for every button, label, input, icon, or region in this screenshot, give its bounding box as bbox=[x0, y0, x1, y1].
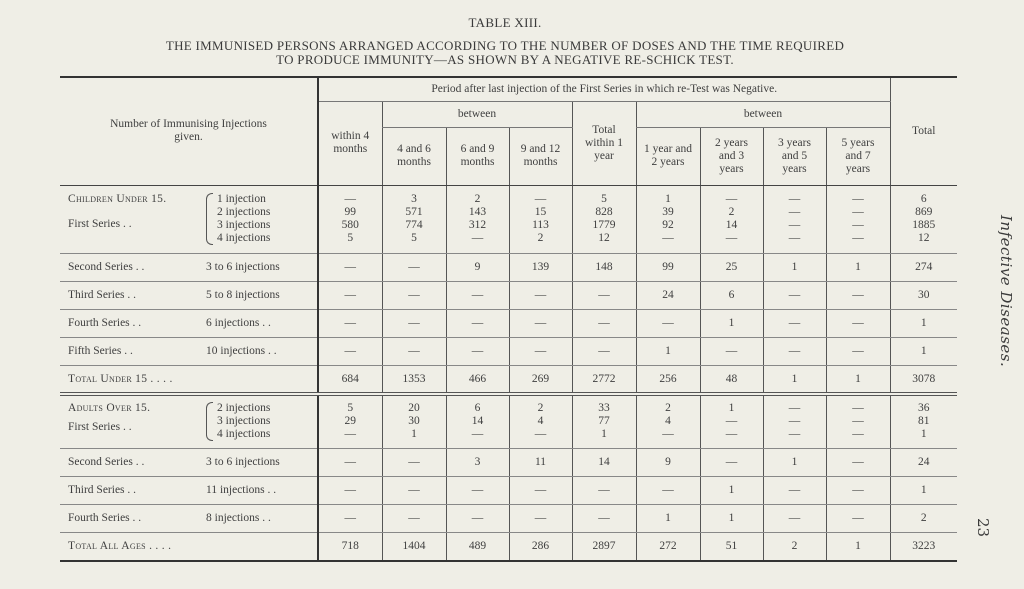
table-cell: — bbox=[763, 476, 826, 504]
series-name: Third Series . . bbox=[68, 484, 137, 496]
table-cell: — bbox=[725, 193, 738, 205]
table-cell: 1885 bbox=[912, 219, 936, 231]
table-cell: 256 bbox=[636, 365, 700, 394]
table-cell: 5 bbox=[347, 402, 354, 415]
table-cell: — bbox=[572, 476, 636, 504]
adults-total-row bbox=[60, 532, 957, 561]
table-cell: 2 bbox=[474, 193, 481, 205]
table-cell: — bbox=[636, 476, 700, 504]
children-first-series-injections: 4 injections bbox=[217, 232, 271, 244]
children-first-series-injections: 2 injections bbox=[217, 206, 271, 218]
col-9-12-months: 9 and 12 months bbox=[509, 127, 572, 185]
table-title: TABLE XIII. bbox=[468, 15, 542, 30]
table-cell: — bbox=[852, 193, 864, 205]
children-first-series-label bbox=[60, 185, 318, 253]
series-name: Second Series . . bbox=[68, 456, 145, 468]
series-injections: 11 injections . . bbox=[206, 484, 277, 496]
table-cell: — bbox=[382, 476, 446, 504]
table-cell: 274 bbox=[890, 253, 957, 281]
within-4-months-header: within 4 months bbox=[318, 101, 382, 185]
table-cell: — bbox=[509, 281, 572, 309]
table-cell: — bbox=[852, 402, 864, 415]
adults-first-series-col bbox=[636, 394, 700, 448]
table-cell: — bbox=[572, 504, 636, 532]
table-cell: 3223 bbox=[890, 532, 957, 561]
table-cell: 6 bbox=[920, 193, 927, 205]
table-cell: — bbox=[763, 504, 826, 532]
table-cell: 2 bbox=[665, 402, 671, 415]
table-cell: 30 bbox=[890, 281, 957, 309]
table-cell: — bbox=[509, 309, 572, 337]
table-cell: — bbox=[763, 309, 826, 337]
table-cell: — bbox=[852, 428, 864, 441]
table-cell: 1 bbox=[763, 365, 826, 394]
table-cell: — bbox=[788, 428, 801, 441]
table-cell: — bbox=[725, 428, 738, 441]
adults-first-series-col bbox=[572, 394, 636, 448]
children-series-label bbox=[60, 281, 318, 309]
table-cell: — bbox=[852, 415, 864, 428]
children-first-series-col bbox=[636, 185, 700, 253]
table-cell: — bbox=[788, 219, 801, 231]
series-name: Fourth Series . . bbox=[68, 512, 142, 524]
table-cell: — bbox=[446, 337, 509, 365]
adults-first-series-col bbox=[700, 394, 763, 448]
adults-first-series-injections: 4 injections bbox=[217, 428, 271, 441]
table-cell: 718 bbox=[318, 532, 382, 561]
table-cell: 1 bbox=[700, 476, 763, 504]
table-cell: 869 bbox=[915, 206, 933, 218]
table-row bbox=[60, 448, 957, 476]
table-cell: 489 bbox=[446, 532, 509, 561]
adults-total-label: Total All Ages . . . . bbox=[60, 532, 318, 561]
table-cell: — bbox=[318, 337, 382, 365]
adults-first-series-name: First Series . . bbox=[68, 421, 132, 434]
table-cell: — bbox=[509, 476, 572, 504]
table-cell: 39 bbox=[662, 206, 674, 218]
side-running-head: Infective Diseases. bbox=[997, 215, 1015, 368]
children-group-label: Children Under 15. bbox=[68, 193, 167, 205]
table-cell: — bbox=[700, 337, 763, 365]
col-4-6-months: 4 and 6 months bbox=[382, 127, 446, 185]
table-cell: — bbox=[725, 232, 738, 244]
table-cell: 9 bbox=[446, 253, 509, 281]
table-cell: — bbox=[662, 428, 674, 441]
series-injections: 3 to 6 injections bbox=[206, 456, 280, 468]
children-first-series-col bbox=[700, 185, 763, 253]
col-6-9-months: 6 and 9 months bbox=[446, 127, 509, 185]
table-cell: — bbox=[318, 476, 382, 504]
children-total-row bbox=[60, 365, 957, 394]
table-cell: 2 bbox=[537, 402, 544, 415]
table-row bbox=[60, 253, 957, 281]
table-cell: — bbox=[382, 504, 446, 532]
brace bbox=[206, 193, 213, 245]
table-cell: 11 bbox=[509, 448, 572, 476]
adults-first-series-col bbox=[382, 394, 446, 448]
table-cell: 36 bbox=[918, 402, 930, 415]
table-cell: 4 bbox=[665, 415, 671, 428]
table-cell: 113 bbox=[532, 219, 549, 231]
adults-series-label bbox=[60, 476, 318, 504]
table-cell: 148 bbox=[572, 253, 636, 281]
table-cell: 3 bbox=[411, 193, 417, 205]
table-cell: 139 bbox=[509, 253, 572, 281]
table-cell: — bbox=[446, 504, 509, 532]
table-cell: — bbox=[318, 281, 382, 309]
table-cell: — bbox=[318, 504, 382, 532]
adults-series-label bbox=[60, 504, 318, 532]
table-cell: — bbox=[382, 309, 446, 337]
table-cell: 3 bbox=[446, 448, 509, 476]
children-first-series-col bbox=[509, 185, 572, 253]
table-cell: 3078 bbox=[890, 365, 957, 394]
col-3-5-years: 3 years and 5 years bbox=[763, 127, 826, 185]
table-cell: — bbox=[852, 206, 864, 218]
children-first-series-col bbox=[382, 185, 446, 253]
table-cell: 774 bbox=[405, 219, 423, 231]
page-number: 23 bbox=[974, 518, 992, 538]
table-cell: 99 bbox=[636, 253, 700, 281]
table-cell: 24 bbox=[636, 281, 700, 309]
table-cell: 466 bbox=[446, 365, 509, 394]
table-cell: — bbox=[446, 281, 509, 309]
table-cell: 1 bbox=[728, 402, 735, 415]
table-cell: 2 bbox=[890, 504, 957, 532]
series-name: Second Series . . bbox=[68, 261, 145, 273]
table-cell: 2 bbox=[728, 206, 735, 218]
table-cell: — bbox=[788, 206, 801, 218]
table-cell: 92 bbox=[662, 219, 674, 231]
table-cell: 2 bbox=[537, 232, 544, 244]
between-header-a: between bbox=[382, 101, 572, 127]
total-header: Total bbox=[890, 77, 957, 185]
table-cell: 4 bbox=[537, 415, 544, 428]
between-header-b: between bbox=[636, 101, 890, 127]
col-1-2-years: 1 year and 2 years bbox=[636, 127, 700, 185]
adults-first-series-col bbox=[826, 394, 890, 448]
table-cell: 1 bbox=[890, 309, 957, 337]
table-cell: 9 bbox=[636, 448, 700, 476]
series-injections: 5 to 8 injections bbox=[206, 289, 280, 301]
adults-first-series-col bbox=[890, 394, 957, 448]
table-cell: 1 bbox=[826, 365, 890, 394]
immunisation-table bbox=[60, 76, 957, 562]
table-cell: 1 bbox=[890, 337, 957, 365]
children-series-label bbox=[60, 337, 318, 365]
table-cell: — bbox=[826, 504, 890, 532]
series-injections: 3 to 6 injections bbox=[206, 261, 280, 273]
table-cell: 81 bbox=[918, 415, 930, 428]
row-label-header: Number of Immunising Injections given. bbox=[60, 77, 318, 185]
children-first-series-col bbox=[890, 185, 957, 253]
children-first-series-injections: 3 injections bbox=[217, 219, 271, 231]
table-row bbox=[60, 337, 957, 365]
table-cell: 2897 bbox=[572, 532, 636, 561]
table-row bbox=[60, 281, 957, 309]
table-cell: 29 bbox=[344, 415, 356, 428]
table-cell: — bbox=[509, 337, 572, 365]
table-cell: 1 bbox=[826, 532, 890, 561]
table-cell: 14 bbox=[725, 219, 738, 231]
adults-series-label bbox=[60, 448, 318, 476]
table-row bbox=[60, 476, 957, 504]
table-cell: — bbox=[788, 415, 801, 428]
table-cell: 12 bbox=[598, 232, 610, 244]
children-first-series-name: First Series . . bbox=[68, 218, 132, 230]
table-cell: 571 bbox=[405, 206, 423, 218]
table-cell: — bbox=[788, 193, 801, 205]
table-cell: 828 bbox=[595, 206, 613, 218]
adults-first-series-col bbox=[318, 394, 382, 448]
table-cell: 1 bbox=[700, 504, 763, 532]
children-first-series-col bbox=[763, 185, 826, 253]
table-cell: — bbox=[572, 281, 636, 309]
table-cell: — bbox=[788, 232, 801, 244]
table-cell: 14 bbox=[572, 448, 636, 476]
table-cell: — bbox=[446, 309, 509, 337]
table-cell: 20 bbox=[408, 402, 420, 415]
table-cell: 33 bbox=[598, 402, 610, 415]
table-cell: 1353 bbox=[382, 365, 446, 394]
series-injections: 6 injections . . bbox=[206, 317, 271, 329]
table-cell: — bbox=[826, 448, 890, 476]
adults-first-series-col bbox=[446, 394, 509, 448]
series-name: Fifth Series . . bbox=[68, 345, 133, 357]
children-first-series-col bbox=[446, 185, 509, 253]
table-subtitle-line2: TO PRODUCE IMMUNITY—AS SHOWN BY A NEGATIVE RE-SCHICK TEST. bbox=[276, 52, 734, 67]
table-cell: 1 bbox=[763, 253, 826, 281]
table-cell: 312 bbox=[468, 219, 487, 231]
table-cell: — bbox=[852, 232, 864, 244]
table-subtitle-line1: THE IMMUNISED PERSONS ARRANGED ACCORDING TO THE NUMBER OF DOSES AND THE TIME REQUIRED bbox=[165, 38, 845, 53]
table-cell: 580 bbox=[341, 219, 359, 231]
adults-first-series-label bbox=[60, 394, 318, 448]
table-cell: 1 bbox=[763, 448, 826, 476]
table-cell: 2 bbox=[763, 532, 826, 561]
table-cell: 5 bbox=[601, 193, 607, 205]
adults-first-series-row bbox=[60, 394, 957, 448]
table-cell: — bbox=[344, 428, 356, 441]
table-cell: — bbox=[700, 448, 763, 476]
table-cell: 6 bbox=[474, 402, 481, 415]
table-cell: 6 bbox=[700, 281, 763, 309]
table-cell: 51 bbox=[700, 532, 763, 561]
table-cell: — bbox=[318, 448, 382, 476]
table-cell: — bbox=[763, 337, 826, 365]
table-cell: 272 bbox=[636, 532, 700, 561]
table-cell: — bbox=[636, 309, 700, 337]
table-cell: 1 bbox=[636, 337, 700, 365]
table-cell: — bbox=[382, 448, 446, 476]
col-5-7-years: 5 years and 7 years bbox=[826, 127, 890, 185]
table-cell: 286 bbox=[509, 532, 572, 561]
table-row bbox=[60, 309, 957, 337]
table-cell: 1 bbox=[601, 428, 607, 441]
children-total-label: Total Under 15 . . . . bbox=[60, 365, 318, 394]
table-cell: — bbox=[382, 253, 446, 281]
series-injections: 10 injections . . bbox=[206, 345, 277, 357]
children-first-series-col bbox=[318, 185, 382, 253]
table-cell: — bbox=[471, 428, 484, 441]
table-cell: 15 bbox=[534, 206, 547, 218]
table-cell: 1 bbox=[665, 193, 671, 205]
table-cell: 1 bbox=[411, 428, 417, 441]
table-cell: 1 bbox=[826, 253, 890, 281]
table-cell: — bbox=[826, 476, 890, 504]
table-cell: — bbox=[763, 281, 826, 309]
children-first-series-row bbox=[60, 185, 957, 253]
table-cell: — bbox=[382, 337, 446, 365]
table-cell: 1 bbox=[920, 428, 927, 441]
table-cell: 2772 bbox=[572, 365, 636, 394]
table-cell: 77 bbox=[598, 415, 610, 428]
children-first-series-injections: 1 injection bbox=[217, 193, 266, 205]
period-header: Period after last injection of the First Series in which re-Test was Negative. bbox=[318, 77, 890, 101]
table-cell: — bbox=[446, 476, 509, 504]
adults-group-label: Adults Over 15. bbox=[68, 402, 151, 415]
table-cell: 24 bbox=[890, 448, 957, 476]
table-cell: 1 bbox=[700, 309, 763, 337]
table-cell: — bbox=[852, 219, 864, 231]
series-name: Third Series . . bbox=[68, 289, 137, 301]
table-cell: 99 bbox=[344, 206, 356, 218]
children-first-series-col bbox=[572, 185, 636, 253]
table-cell: — bbox=[788, 402, 801, 415]
table-cell: 5 bbox=[411, 232, 417, 244]
table-cell: 25 bbox=[700, 253, 763, 281]
table-cell: — bbox=[572, 309, 636, 337]
total-within-1-year-header: Total within 1 year bbox=[572, 101, 636, 185]
table-row bbox=[60, 504, 957, 532]
table-cell: 1 bbox=[890, 476, 957, 504]
table-cell: — bbox=[318, 309, 382, 337]
table-cell: 1779 bbox=[592, 219, 616, 231]
adults-first-series-injections: 2 injections bbox=[217, 402, 271, 415]
table-cell: — bbox=[344, 193, 356, 205]
table-cell: 14 bbox=[471, 415, 484, 428]
table-cell: — bbox=[826, 337, 890, 365]
table-cell: — bbox=[471, 232, 484, 244]
table-cell: 143 bbox=[468, 206, 487, 218]
table-cell: — bbox=[382, 281, 446, 309]
table-cell: — bbox=[318, 253, 382, 281]
adults-first-series-injections: 3 injections bbox=[217, 415, 271, 428]
brace bbox=[206, 402, 213, 441]
table-cell: — bbox=[534, 428, 547, 441]
table-cell: — bbox=[826, 309, 890, 337]
table-cell: — bbox=[725, 415, 738, 428]
table-cell: 684 bbox=[318, 365, 382, 394]
adults-first-series-col bbox=[763, 394, 826, 448]
series-injections: 8 injections . . bbox=[206, 512, 271, 524]
adults-first-series-col bbox=[509, 394, 572, 448]
table-cell: 269 bbox=[509, 365, 572, 394]
table-cell: 30 bbox=[408, 415, 420, 428]
col-2-3-years: 2 years and 3 years bbox=[700, 127, 763, 185]
table-cell: 12 bbox=[918, 232, 930, 244]
children-first-series-col bbox=[826, 185, 890, 253]
table-cell: — bbox=[534, 193, 547, 205]
table-cell: — bbox=[509, 504, 572, 532]
table-cell: 1404 bbox=[382, 532, 446, 561]
table-cell: 1 bbox=[636, 504, 700, 532]
table-cell: — bbox=[572, 337, 636, 365]
children-series-label bbox=[60, 253, 318, 281]
table-cell: 48 bbox=[700, 365, 763, 394]
children-series-label bbox=[60, 309, 318, 337]
table-cell: — bbox=[826, 281, 890, 309]
table-cell: 5 bbox=[347, 232, 354, 244]
series-name: Fourth Series . . bbox=[68, 317, 142, 329]
table-cell: — bbox=[662, 232, 674, 244]
